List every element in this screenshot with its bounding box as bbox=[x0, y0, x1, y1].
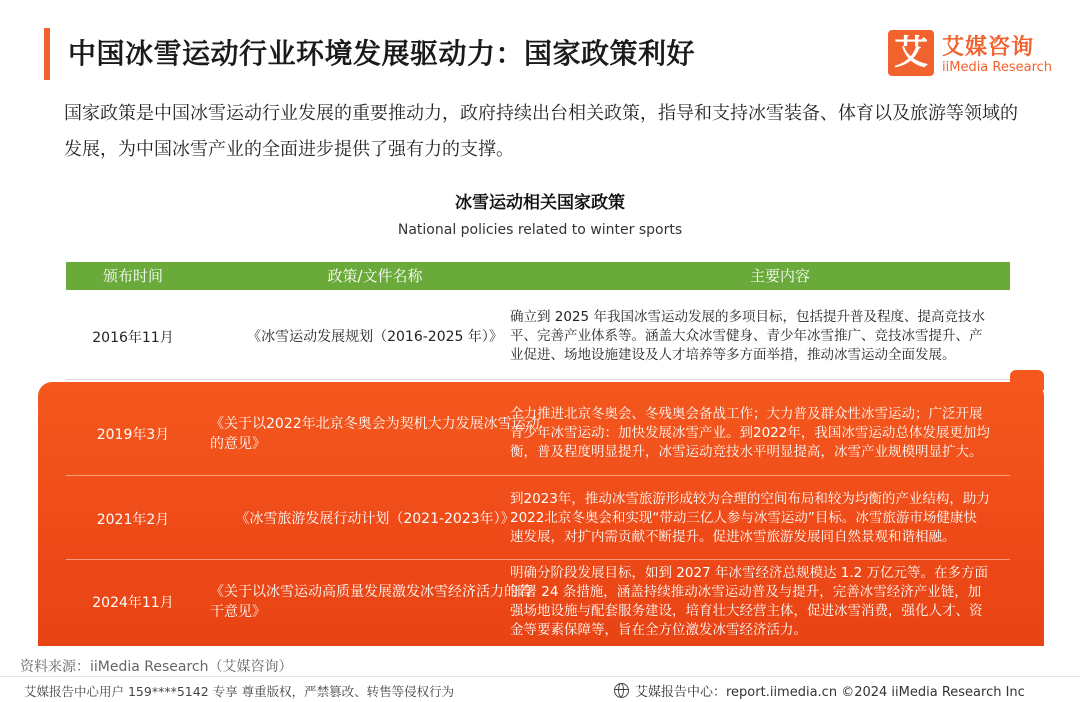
footer-site-text: 艾媒报告中心：report.iimedia.cn ©2024 iiMedia Research Inc bbox=[635, 685, 1025, 700]
policy-name-text: 《关于以冰雪运动高质量发展激发冰雪经济活力的若干意见》 bbox=[210, 584, 532, 620]
policy-name-text: 《关于以2022年北京冬奥会为契机大力发展冰雪运动的意见》 bbox=[210, 415, 540, 452]
table-row bbox=[66, 478, 1010, 560]
row-date: 2019年3月 bbox=[96, 426, 170, 443]
row-date: 2024年11月 bbox=[92, 595, 174, 611]
footer-copyright: 艾媒报告中心用户 159****5142 专享 尊重版权，严禁篡改、转售等侵权行为 bbox=[24, 684, 455, 699]
row-content: 确立到 2025 年我国冰雪运动发展的多项目标，包括提升普及程度、提高竞技水平、完善产业体系等。涵盖大众冰雪健身、青少年冰雪推广、竞技冰雪提升、产业促进、场地设施建设及人才培养等多方面举措，推动冰雪运动全面发展。 bbox=[510, 309, 985, 363]
row-policy-name bbox=[200, 294, 550, 379]
table-title: 冰雪运动相关国家政策 bbox=[455, 193, 625, 213]
logo-en-text: iiMedia Research bbox=[942, 60, 1053, 75]
row-policy-name bbox=[200, 392, 550, 475]
table-row bbox=[66, 294, 1010, 380]
footer-site bbox=[614, 681, 1025, 700]
intro-paragraph: 国家政策是中国冰雪运动行业发展的重要推动力，政府持续出台相关政策，指导和支持冰雪装备、体育以及旅游等领域的发展，为中国冰雪产业的全面进步提供了强有力的支撑。 bbox=[64, 103, 1018, 160]
logo-cn-text: 艾媒咨询 bbox=[942, 35, 1035, 60]
header-content: 主要内容 bbox=[749, 267, 810, 285]
header-name: 政策/文件名称 bbox=[327, 267, 423, 285]
title-accent-bar bbox=[44, 28, 50, 80]
row-date: 2021年2月 bbox=[96, 511, 170, 528]
row-content: 明确分阶段发展目标，如到 2027 年冰雪经济总规模达 1.2 万亿元等。在多方面部署 24 条措施，涵盖持续推动冰雪运动普及与提升，完善冰雪经济产业链，加强场地设施与配套服务建设，培育壮大经营主体，促进冰雪消费，强化人才、资金等要素保障等，旨在全方位激发冰雪经济活力。 bbox=[510, 565, 988, 638]
logo-mark: 艾 bbox=[888, 30, 934, 76]
row-date: 2016年11月 bbox=[92, 329, 174, 346]
row-policy-name bbox=[200, 478, 550, 559]
policy-name-text: 《冰雪运动发展规划（2016-2025 年）》 bbox=[247, 328, 503, 345]
policy-name-text: 《冰雪旅游发展行动计划（2021-2023年）》 bbox=[235, 510, 515, 527]
source-note: 资料来源：iiMedia Research（艾媒咨询） bbox=[20, 659, 293, 675]
row-content: 全力推进北京冬奥会、冬残奥会备战工作；大力普及群众性冰雪运动；广泛开展青少年冰雪运动：加快发展冰雪产业。到2022年，我国冰雪运动总体发展更加均衡，普及程度明显提升，冰雪运动竞技水平明显提高，冰雪产业规模明显扩大。 bbox=[510, 406, 990, 460]
page-title: 中国冰雪运动行业环境发展驱动力：国家政策利好 bbox=[68, 37, 696, 70]
table-header bbox=[66, 262, 1010, 290]
table-row bbox=[66, 392, 1010, 476]
brand-logo bbox=[888, 30, 1068, 82]
globe-icon bbox=[614, 683, 629, 698]
row-content: 到2023年，推动冰雪旅游形成较为合理的空间布局和较为均衡的产业结构，助力2022北京冬奥会和实现“带动三亿人参与冰雪运动”目标。冰雪旅游市场健康快速发展，对扩内需贡献不断提升。促进冰雪旅游发展同自然景观和谐相融。 bbox=[510, 491, 990, 545]
table-subtitle: National policies related to winter sports bbox=[397, 222, 683, 238]
row-policy-name bbox=[200, 562, 550, 642]
header-date: 颁布时间 bbox=[102, 267, 163, 285]
table-row bbox=[66, 562, 1010, 642]
footer-divider bbox=[0, 676, 1080, 677]
